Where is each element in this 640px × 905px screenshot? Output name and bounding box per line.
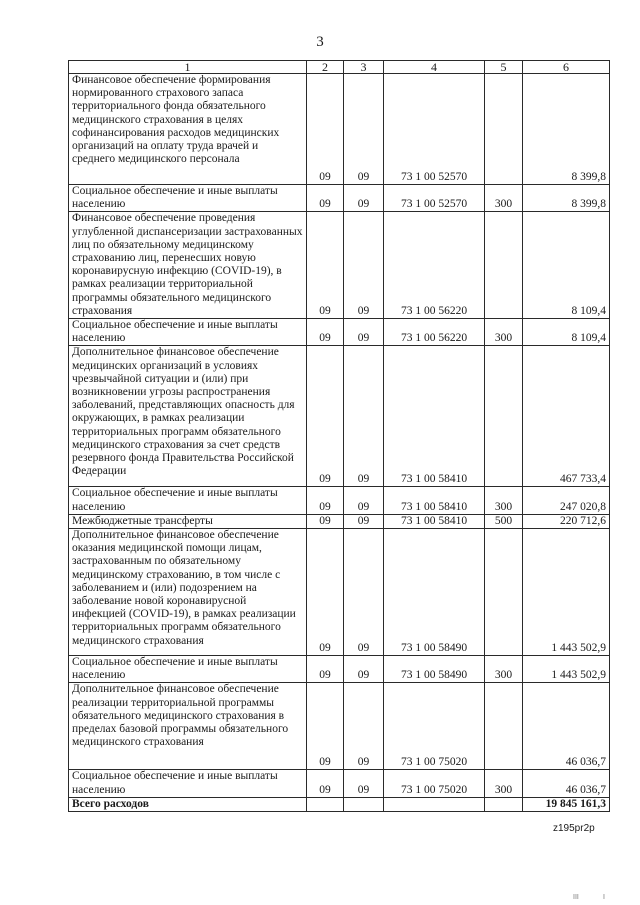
page-number: 3 xyxy=(316,34,324,50)
row-section: 09 xyxy=(307,212,344,319)
column-header: 5 xyxy=(485,61,523,74)
table-row xyxy=(69,185,610,212)
row-name: Социальное обеспечение и иные выплаты населению xyxy=(69,185,307,212)
row-sum: 46 036,7 xyxy=(523,683,610,770)
row-target-article: 73 1 00 52570 xyxy=(384,185,485,212)
row-section: 09 xyxy=(307,185,344,212)
total-sum: 19 845 161,3 xyxy=(523,797,610,811)
row-name: Финансовое обеспечение проведения углубленной диспансеризации застрахованных лиц по обязательному медицинскому страхованию лиц, перенесших новую коронавирусную инфекцию (COVID-19), в рамках реализации территориальной программы обязательного медицинского страхования xyxy=(69,212,307,319)
row-sum: 8 399,8 xyxy=(523,74,610,185)
row-target-article: 73 1 00 56220 xyxy=(384,212,485,319)
edge-mark: I xyxy=(603,894,605,901)
table-row xyxy=(69,346,610,487)
row-name: Дополнительное финансовое обеспечение оказания медицинской помощи лицам, застрахованным по обязательному медицинскому страхованию, в том числе с заболеванием и (или) подозрением на заболевание новой коронавирусной инфекцией (COVID-19), в рамках реализации территориальных программ обязательного медицинского страхования xyxy=(69,529,307,656)
row-name: Социальное обеспечение и иные выплаты населению xyxy=(69,319,307,346)
row-target-article: 73 1 00 58490 xyxy=(384,529,485,656)
row-name: Финансовое обеспечение формирования нормированного страхового запаса территориального фонда обязательного медицинского страхования в целях софинансирования расходов медицинских организаций на оплату труда врачей и среднего медицинского персонала xyxy=(69,74,307,185)
row-subsection: 09 xyxy=(344,487,384,514)
row-section: 09 xyxy=(307,770,344,797)
row-target-article: 73 1 00 56220 xyxy=(384,319,485,346)
row-section: 09 xyxy=(307,656,344,683)
row-section: 09 xyxy=(307,487,344,514)
row-sum: 8 399,8 xyxy=(523,185,610,212)
row-expense-type: 300 xyxy=(485,770,523,797)
row-target-article: 73 1 00 75020 xyxy=(384,770,485,797)
document-code: z195pr2p xyxy=(553,823,595,834)
row-sum: 1 443 502,9 xyxy=(523,529,610,656)
row-section: 09 xyxy=(307,683,344,770)
table-row xyxy=(69,656,610,683)
row-sum: 220 712,6 xyxy=(523,514,610,528)
row-name: Дополнительное финансовое обеспечение реализации территориальной программы обязательного медицинского страхования в пределах базовой программы обязательного медицинского страхования xyxy=(69,683,307,770)
row-section: 09 xyxy=(307,346,344,487)
table-header-row xyxy=(69,61,610,74)
row-name: Дополнительное финансовое обеспечение медицинских организаций в условиях чрезвычайной ситуации и (или) при возникновении угрозы распространения заболеваний, представляющих опасность для окружающих, в рамках реализации территориальных программ обязательного медицинского страхования за счет средств резервного фонда Правительства Российской Федерации xyxy=(69,346,307,487)
row-target-article: 73 1 00 58490 xyxy=(384,656,485,683)
row-sum: 467 733,4 xyxy=(523,346,610,487)
row-subsection: 09 xyxy=(344,770,384,797)
table-row xyxy=(69,770,610,797)
table-row xyxy=(69,319,610,346)
row-expense-type xyxy=(485,683,523,770)
row-sum: 8 109,4 xyxy=(523,212,610,319)
column-header: 2 xyxy=(307,61,344,74)
row-subsection: 09 xyxy=(344,74,384,185)
row-expense-type xyxy=(485,212,523,319)
row-section: 09 xyxy=(307,74,344,185)
expenditure-table xyxy=(68,60,610,812)
row-expense-type xyxy=(485,529,523,656)
row-section: 09 xyxy=(307,319,344,346)
row-target-article: 73 1 00 58410 xyxy=(384,514,485,528)
row-name: Социальное обеспечение и иные выплаты населению xyxy=(69,656,307,683)
row-name: Межбюджетные трансферты xyxy=(69,514,307,528)
row-subsection: 09 xyxy=(344,656,384,683)
row-subsection: 09 xyxy=(344,185,384,212)
row-expense-type xyxy=(485,346,523,487)
row-expense-type: 500 xyxy=(485,514,523,528)
row-expense-type: 300 xyxy=(485,656,523,683)
row-section: 09 xyxy=(307,514,344,528)
row-target-article: 73 1 00 52570 xyxy=(384,74,485,185)
column-header: 6 xyxy=(523,61,610,74)
row-target-article: 73 1 00 58410 xyxy=(384,346,485,487)
row-expense-type xyxy=(485,74,523,185)
row-sum: 247 020,8 xyxy=(523,487,610,514)
row-expense-type: 300 xyxy=(485,185,523,212)
total-row xyxy=(69,797,610,811)
row-subsection: 09 xyxy=(344,212,384,319)
table-row xyxy=(69,514,610,528)
table-row xyxy=(69,529,610,656)
row-subsection: 09 xyxy=(344,529,384,656)
table-row xyxy=(69,487,610,514)
row-subsection: 09 xyxy=(344,514,384,528)
table-row xyxy=(69,683,610,770)
row-subsection: 09 xyxy=(344,346,384,487)
column-header: 3 xyxy=(344,61,384,74)
row-expense-type: 300 xyxy=(485,487,523,514)
row-expense-type: 300 xyxy=(485,319,523,346)
row-sum: 1 443 502,9 xyxy=(523,656,610,683)
row-sum: 46 036,7 xyxy=(523,770,610,797)
table-row xyxy=(69,74,610,185)
row-subsection: 09 xyxy=(344,683,384,770)
row-target-article: 73 1 00 58410 xyxy=(384,487,485,514)
row-target-article: 73 1 00 75020 xyxy=(384,683,485,770)
edge-mark: III xyxy=(573,894,579,901)
row-name: Социальное обеспечение и иные выплаты населению xyxy=(69,770,307,797)
column-header: 4 xyxy=(384,61,485,74)
table-row xyxy=(69,212,610,319)
row-section: 09 xyxy=(307,529,344,656)
column-header: 1 xyxy=(69,61,307,74)
total-label: Всего расходов xyxy=(69,797,307,811)
row-name: Социальное обеспечение и иные выплаты населению xyxy=(69,487,307,514)
row-sum: 8 109,4 xyxy=(523,319,610,346)
row-subsection: 09 xyxy=(344,319,384,346)
